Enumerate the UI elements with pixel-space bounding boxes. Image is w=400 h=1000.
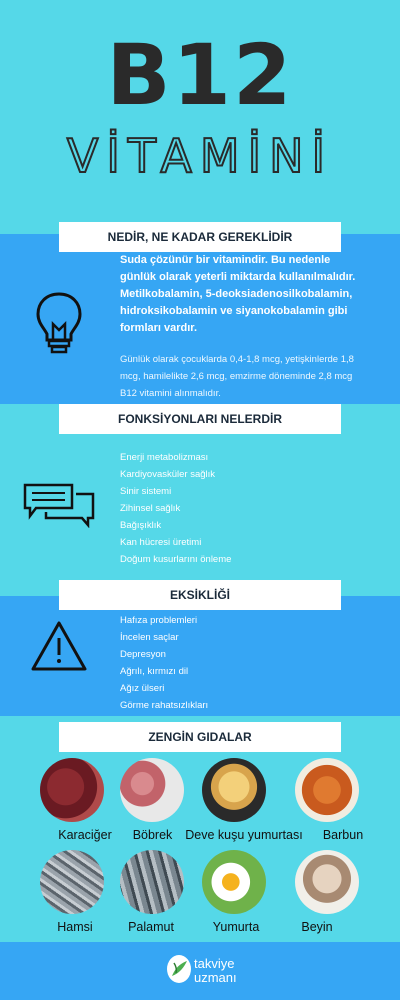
- list-item: Depresyon: [120, 649, 166, 660]
- logo-text-2: uzmanı: [194, 970, 237, 985]
- list-item: Ağrılı, kırmızı dil: [120, 666, 189, 677]
- leaf-logo-icon: [166, 954, 192, 984]
- chat-bubbles-icon: [22, 482, 96, 528]
- food-label: Karaciğer: [58, 828, 112, 842]
- list-item: Kardiyovasküler sağlık: [120, 469, 216, 480]
- what-description: [120, 252, 390, 337]
- bonito-image: [120, 850, 184, 914]
- list-item: Görme rahatsızlıkları: [120, 700, 209, 711]
- red-mullet-image: [295, 758, 359, 822]
- dosage-line-3: B12 vitamini alınmalıdır.: [120, 388, 221, 399]
- section-header-deficiency: EKSİKLİĞİ: [59, 580, 341, 610]
- logo-text-1: takviye: [194, 956, 235, 971]
- egg-image: [202, 850, 266, 914]
- ostrich-egg-image: [202, 758, 266, 822]
- list-item: Doğum kusurlarını önleme: [120, 554, 232, 565]
- list-item: Hafıza problemleri: [120, 615, 198, 626]
- section-header-what: NEDİR, NE KADAR GEREKLİDİR: [59, 222, 341, 252]
- what-dosage: [120, 351, 395, 402]
- anchovy-image: [40, 850, 104, 914]
- list-item: Zihinsel sağlık: [120, 503, 181, 514]
- list-item: Sinir sistemi: [120, 486, 172, 497]
- list-item: Bağışıklık: [120, 520, 162, 531]
- what-line-5: formları vardır.: [120, 322, 198, 334]
- page-title: B12: [106, 26, 294, 124]
- list-item: Ağız ülseri: [120, 683, 165, 694]
- warning-icon: [30, 620, 88, 672]
- food-label: Palamut: [128, 920, 174, 934]
- what-line-4: hidroksikobalamin ve siyanokobalamin gibi: [120, 305, 348, 317]
- brain-image: [295, 850, 359, 914]
- what-line-2: günlük olarak yeterli miktarda kullanılmalıdır.: [120, 271, 356, 283]
- what-line-3: Metilkobalamin, 5-deoksiadenosilkobalamin,: [120, 288, 353, 300]
- section-header-functions: FONKSİYONLARI NELERDİR: [59, 404, 341, 434]
- lightbulb-icon: [34, 290, 84, 356]
- food-label: Yumurta: [212, 920, 260, 934]
- kidney-image: [120, 758, 184, 822]
- food-label: Barbun: [322, 828, 364, 842]
- list-item: Enerji metabolizması: [120, 452, 209, 463]
- section-header-foods: ZENGİN GIDALAR: [59, 722, 341, 752]
- food-label: Beyin: [301, 920, 333, 934]
- dosage-line-2: mcg, hamilelikte 2,6 mcg, emzirme döneminde 2,8 mcg: [120, 371, 353, 382]
- deficiency-list: [120, 612, 208, 714]
- food-label: Deve kuşu yumurtası: [185, 828, 303, 842]
- what-line-1: Suda çözünür bir vitamindir. Bu nedenle: [120, 254, 331, 266]
- liver-image: [40, 758, 104, 822]
- functions-list: [120, 449, 231, 568]
- food-label: Böbrek: [132, 828, 173, 842]
- list-item: Kan hücresi üretimi: [120, 537, 202, 548]
- page-subtitle: VİTAMİNİ: [66, 129, 334, 183]
- dosage-line-1: Günlük olarak çocuklarda 0,4-1,8 mcg, yetişkinlerde 1,8: [120, 354, 354, 365]
- list-item: İncelen saçlar: [120, 632, 179, 643]
- food-label: Hamsi: [57, 920, 93, 934]
